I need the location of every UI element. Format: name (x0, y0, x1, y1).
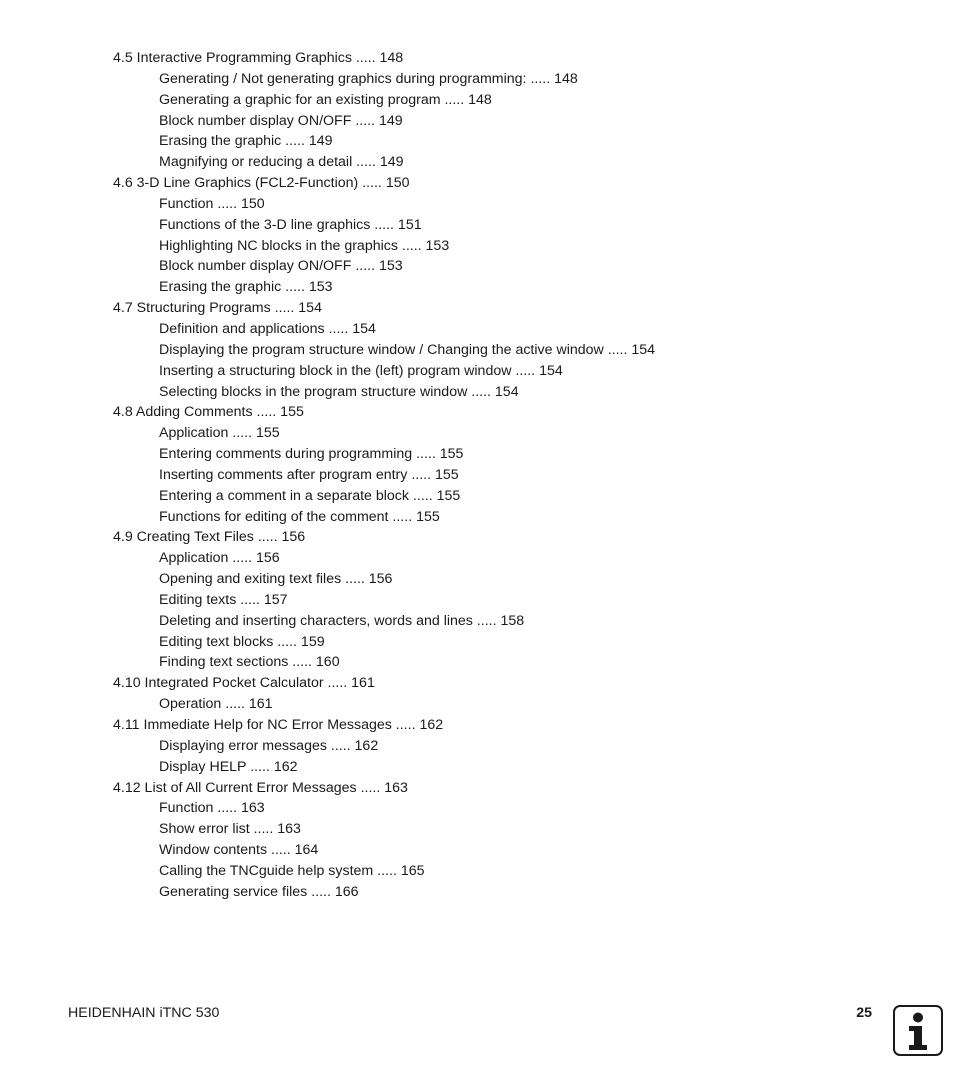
toc-subsection-entry: Functions of the 3-D line graphics ..... 151 (159, 216, 422, 233)
toc-subsection-entry: Application ..... 155 (159, 425, 280, 442)
toc-subsection-entry: Editing texts ..... 157 (159, 591, 288, 608)
toc-subsection-entry: Operation ..... 161 (159, 696, 273, 713)
table-of-contents (0, 48, 954, 903)
toc-section-entry: 4.12 List of All Current Error Messages ..... 163 (113, 779, 408, 796)
toc-subsection-entry: Inserting comments after program entry ..... 155 (159, 466, 459, 483)
toc-subsection-entry: Displaying error messages ..... 162 (159, 737, 379, 754)
toc-subsection-entry: Generating / Not generating graphics during programming: ..... 148 (159, 70, 578, 87)
toc-subsection-entry: Selecting blocks in the program structure window ..... 154 (159, 383, 519, 400)
toc-subsection-entry: Highlighting NC blocks in the graphics ..... 153 (159, 237, 450, 254)
toc-subsection-entry: Display HELP ..... 162 (159, 758, 298, 775)
toc-subsection-entry: Magnifying or reducing a detail ..... 149 (159, 154, 404, 171)
toc-subsection-entry: Show error list ..... 163 (159, 821, 301, 838)
toc-subsection-entry: Displaying the program structure window / Changing the active window ..... 154 (159, 341, 656, 358)
toc-subsection-entry: Calling the TNCguide help system ..... 165 (159, 862, 425, 879)
toc-subsection-entry: Function ..... 150 (159, 195, 265, 212)
footer-title: HEIDENHAIN iTNC 530 (68, 1005, 220, 1021)
toc-subsection-entry: Functions for editing of the comment ..... 155 (159, 508, 440, 525)
toc-subsection-entry: Generating service files ..... 166 (159, 883, 359, 900)
toc-subsection-entry: Entering comments during programming ..... 155 (159, 446, 464, 463)
toc-subsection-entry: Window contents ..... 164 (159, 842, 319, 859)
info-icon (893, 1005, 943, 1056)
toc-subsection-entry: Inserting a structuring block in the (left) program window ..... 154 (159, 362, 563, 379)
toc-section-entry: 4.7 Structuring Programs ..... 154 (113, 300, 322, 317)
toc-section-entry: 4.6 3-D Line Graphics (FCL2-Function) ..... 150 (113, 175, 410, 192)
toc-section-entry: 4.10 Integrated Pocket Calculator ..... 161 (113, 675, 375, 692)
toc-subsection-entry: Generating a graphic for an existing program ..... 148 (159, 91, 492, 108)
toc-subsection-entry: Block number display ON/OFF ..... 153 (159, 258, 403, 275)
toc-subsection-entry: Erasing the graphic ..... 153 (159, 279, 333, 296)
toc-subsection-entry: Block number display ON/OFF ..... 149 (159, 112, 403, 129)
toc-section-entry: 4.5 Interactive Programming Graphics ..... 148 (113, 50, 404, 66)
toc-section-entry: 4.9 Creating Text Files ..... 156 (113, 529, 306, 546)
toc-subsection-entry: Finding text sections ..... 160 (159, 654, 340, 671)
toc-subsection-entry: Function ..... 163 (159, 800, 265, 817)
toc-section-entry: 4.11 Immediate Help for NC Error Messages ..... 162 (113, 717, 444, 733)
toc-section-entry: 4.8 Adding Comments ..... 155 (113, 404, 304, 421)
toc-subsection-entry: Application ..... 156 (159, 550, 280, 567)
toc-subsection-entry: Deleting and inserting characters, words and lines ..... 158 (159, 612, 525, 629)
toc-subsection-entry: Editing text blocks ..... 159 (159, 633, 325, 650)
toc-subsection-entry: Opening and exiting text files ..... 156 (159, 571, 393, 588)
toc-subsection-entry: Erasing the graphic ..... 149 (159, 133, 333, 150)
toc-subsection-entry: Definition and applications ..... 154 (159, 320, 376, 337)
page-number: 25 (856, 1005, 872, 1021)
toc-subsection-entry: Entering a comment in a separate block ..... 155 (159, 487, 461, 504)
